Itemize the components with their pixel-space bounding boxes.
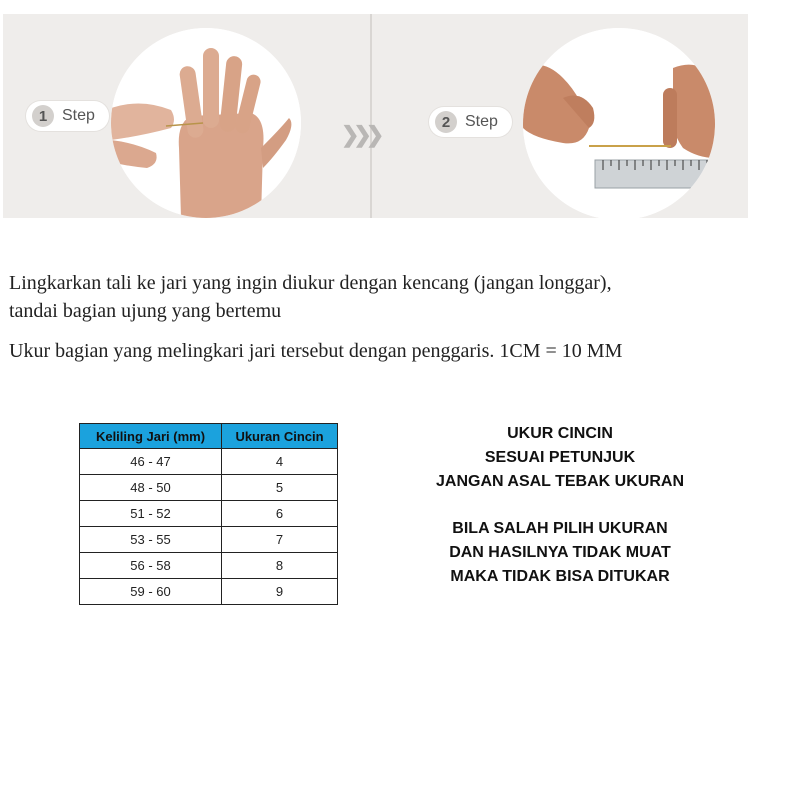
banner-divider [370,14,372,218]
circumference-cell: 56 - 58 [80,553,222,579]
step2-number: 2 [435,111,457,133]
note-line: UKUR CINCIN [507,425,613,442]
instruction-line-3: Ukur bagian yang melingkari jari tersebut dengan penggaris. 1CM = 10 MM [9,340,623,362]
ring-size-cell: 7 [222,527,338,553]
ring-size-cell: 9 [222,579,338,605]
step1-number: 1 [32,105,54,127]
chevrons-right-icon: ❯❯❯ [341,122,379,147]
circumference-cell: 46 - 47 [80,449,222,475]
ring-size-cell: 4 [222,449,338,475]
circumference-cell: 51 - 52 [80,501,222,527]
note-line: MAKA TIDAK BISA DITUKAR [450,568,670,585]
note-line: BILA SALAH PILIH UKURAN [452,520,668,537]
ring-size-cell: 5 [222,475,338,501]
ring-size-table [79,423,338,605]
step1-hand-image [111,28,301,218]
note-line: JANGAN ASAL TEBAK UKURAN [435,473,684,490]
step1-badge [26,101,109,131]
notes-block-2 [390,517,730,589]
instruction-line-1: Lingkarkan tali ke jari yang ingin diukur dengan kencang (jangan longgar), [9,272,612,294]
circumference-cell: 53 - 55 [80,527,222,553]
notes-block-1 [390,422,730,494]
table-row [80,579,338,605]
instruction-line-2: tandai bagian ujung yang bertemu [9,300,282,322]
table-header-row [80,424,338,449]
header-circumference: Keliling Jari (mm) [80,424,222,449]
ring-size-cell: 6 [222,501,338,527]
step2-label: Step [465,113,498,130]
step1-label: Step [62,107,95,124]
note-line: DAN HASILNYA TIDAK MUAT [449,544,671,561]
table-row [80,475,338,501]
circumference-cell: 48 - 50 [80,475,222,501]
table-row [80,527,338,553]
table-row [80,501,338,527]
table-row [80,553,338,579]
instruction-banner [3,14,748,218]
circumference-cell: 59 - 60 [80,579,222,605]
table-row [80,449,338,475]
note-line: SESUAI PETUNJUK [484,449,636,466]
header-ring-size: Ukuran Cincin [222,424,338,449]
ring-size-cell: 8 [222,553,338,579]
step2-badge [429,107,512,137]
step2-ruler-image [523,28,715,220]
